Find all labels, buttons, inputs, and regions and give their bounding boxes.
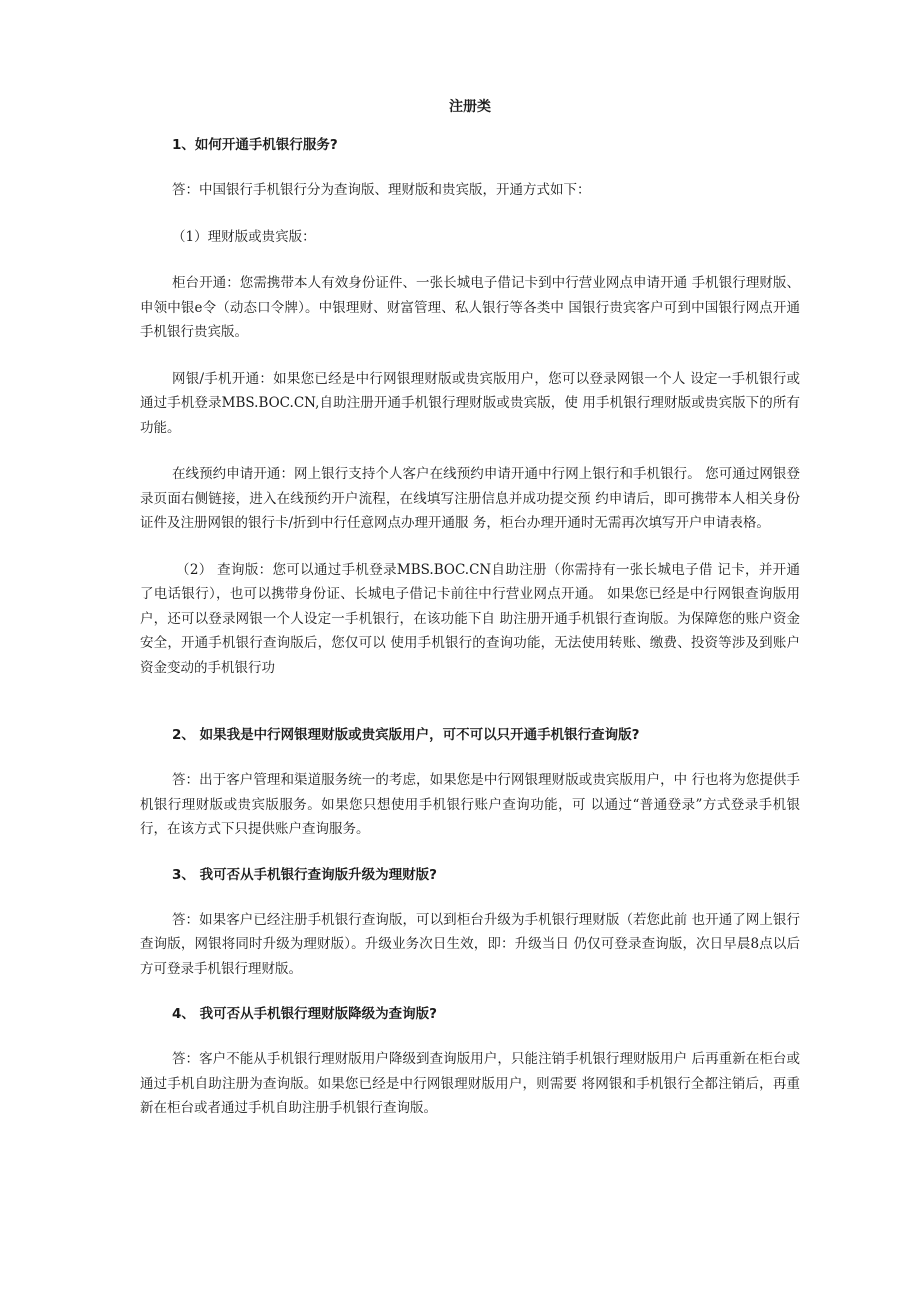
- answer-1-reserve: 在线预约申请开通：网上银行支持个人客户在线预约申请开通中行网上银行和手机银行。 您可通过网银登录页面右侧链接，进入在线预约开户流程，在线填写注册信息并成功提交预 约申请后，即可携带本人相关身份证件及注册网银的银行卡/折到中行任意网点办理开通服 务，柜台办理开通时无需再次填写开户申请表格。: [140, 466, 800, 531]
- question-4: 4、 我可否从手机银行理财版降级为查询版?: [172, 1006, 437, 1022]
- answer-2: 答：出于客户管理和渠道服务统一的考虑，如果您是中行网银理财版或贵宾版用户，中 行也将为您提供手机银行理财版或贵宾版服务。如果您只想使用手机银行账户查询功能，可 以通过“普通登录”方式登录手机银行，在该方式下只提供账户查询服务。: [140, 772, 800, 837]
- question-3: 3、 我可否从手机银行查询版升级为理财版?: [172, 866, 437, 883]
- answer-3: 答：如果客户已经注册手机银行查询版，可以到柜台升级为手机银行理财版（若您此前 也开通了网上银行查询版，网银将同时升级为理财版）。升级业务次日生效，即：升级当日 仍仅可登录查询版，次日早晨8点以后方可登录手机银行理财版。: [140, 911, 800, 977]
- answer-1-counter: 柜台开通：您需携带本人有效身份证件、一张长城电子借记卡到中行营业网点申请开通 手机银行理财版、申领中银e令（动态口令牌）。中银理财、财富管理、私人银行等各类中 国银行贵宾客户可到中国银行网点开通手机银行贵宾版。: [140, 275, 800, 340]
- answer-1-sub2: （2） 查询版：您可以通过手机登录MBS.BOC.CN自助注册（你需持有一张长城电子借 记卡，并开通了电话银行），也可以携带身份证、长城电子借记卡前往中行营业网点开通。 如果您已经是中行网银查询版用户，还可以登录网银一个人设定一手机银行，在该功能下自 助注册开通手机银行查询版。为保障您的账户资金安全，开通手机银行查询版后，您仅可以 使用手机银行的查询功能，无法使用转账、缴费、投资等涉及到账户资金变动的手机银行功: [140, 561, 800, 676]
- answer-1-online: 网银/手机开通：如果您已经是中行网银理财版或贵宾版用户，您可以登录网银一个人 设定一手机银行或通过手机登录MBS.BOC.CN,自助注册开通手机银行理财版或贵宾版，使 用手机银行理财版或贵宾版下的所有功能。: [140, 370, 800, 436]
- answer-4: 答：客户不能从手机银行理财版用户降级到查询版用户，只能注销手机银行理财版用户 后再重新在柜台或通过手机自助注册为查询版。如果您已经是中行网银理财版用户，则需要 将网银和手机银行全都注销后，再重新在柜台或者通过手机自助注册手机银行查询版。: [140, 1051, 800, 1116]
- question-1: 1、如何开通手机银行服务?: [172, 137, 338, 153]
- document-page: [140, 96, 800, 1143]
- spacer: [140, 702, 800, 724]
- answer-1-sub1-heading: （1）理财版或贵宾版：: [172, 228, 316, 245]
- section-title: 注册类: [449, 99, 491, 115]
- question-2: 2、 如果我是中行网银理财版或贵宾版用户，可不可以只开通手机银行查询版?: [172, 727, 640, 743]
- answer-1-intro: 答：中国银行手机银行分为查询版、理财版和贵宾版，开通方式如下：: [172, 182, 591, 198]
